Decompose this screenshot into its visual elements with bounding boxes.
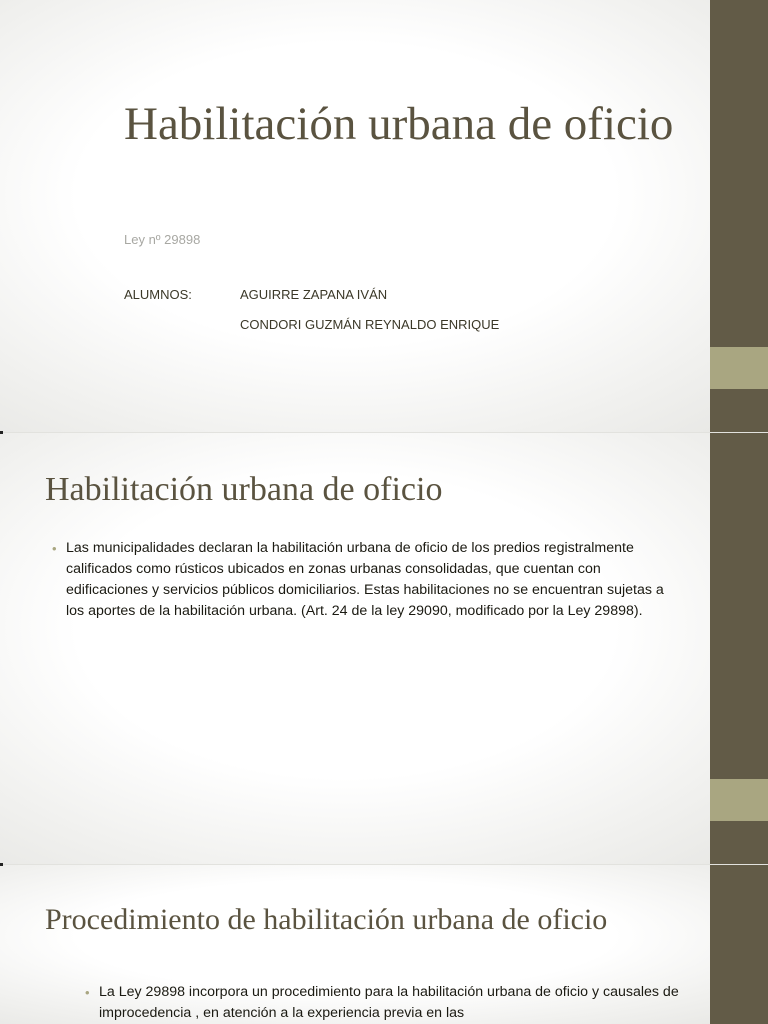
students-label: ALUMNOS: xyxy=(124,287,192,302)
bullet-dot-icon: • xyxy=(85,985,90,1000)
slide-edge-marker xyxy=(0,863,3,866)
slide-title xyxy=(0,0,768,432)
law-subtitle: Ley nº 29898 xyxy=(124,232,201,247)
student-name: AGUIRRE ZAPANA IVÁN xyxy=(240,287,388,302)
sidebar-accent-block xyxy=(710,779,768,821)
bullet-text: Las municipalidades declaran la habilitación urbana de oficio de los predios registralmente calificados como rústicos ubicados en zonas urbanas consolidadas, que cuentan con edificaciones y servicios públicos domiciliarios. Estas habilitaciones no se encuentran sujetas a los aportes de la habilitación urbana. (Art. 24 de la ley 29090, modificado por la Ley 29898). xyxy=(66,540,664,619)
slide-divider xyxy=(0,432,768,433)
presentation-title: Habilitación urbana de oficio xyxy=(124,98,674,150)
bullet-item xyxy=(85,982,691,1024)
sidebar-accent-block xyxy=(710,347,768,389)
slide-sidebar-bar xyxy=(710,0,768,432)
slide-procedure xyxy=(0,864,768,1024)
slide-divider xyxy=(0,864,768,865)
student-name: CONDORI GUZMÁN REYNALDO ENRIQUE xyxy=(240,317,500,332)
slide-sidebar-bar xyxy=(710,864,768,1024)
bullet-text: La Ley 29898 incorpora un procedimiento para la habilitación urbana de oficio y causales de improcedencia , en atención a la experiencia previa en las xyxy=(99,984,679,1021)
bullet-item xyxy=(52,538,676,622)
slide-edge-marker xyxy=(0,431,3,434)
slide-sidebar-bar xyxy=(710,432,768,864)
slide-definition xyxy=(0,432,768,864)
bullet-dot-icon: • xyxy=(52,541,57,556)
slide-heading: Habilitación urbana de oficio xyxy=(45,471,443,508)
slide-heading: Procedimiento de habilitación urbana de oficio xyxy=(45,903,608,936)
